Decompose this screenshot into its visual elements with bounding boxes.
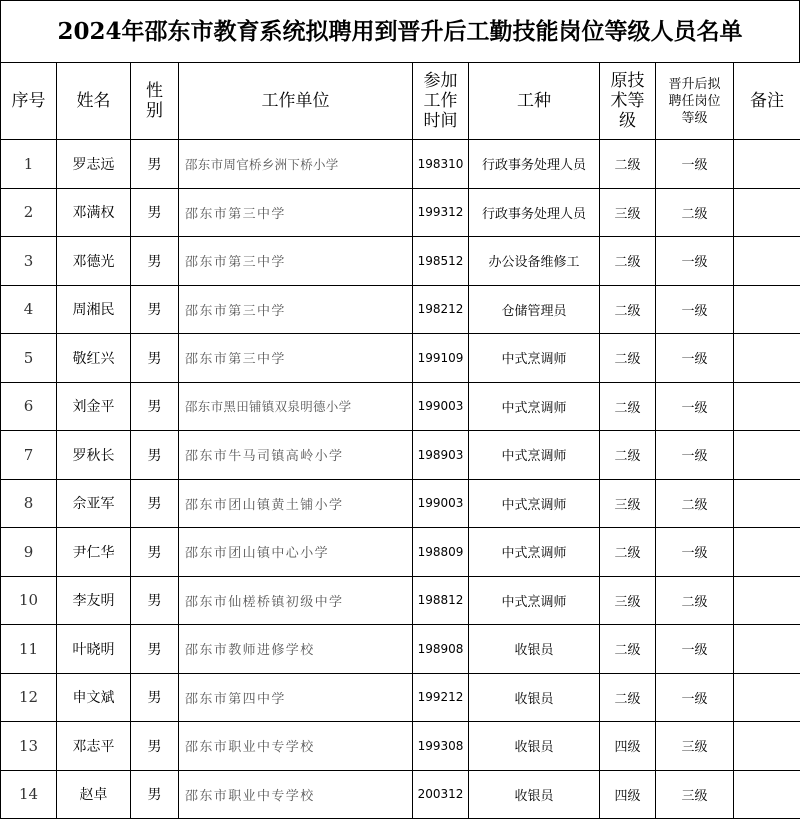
cell-note [734,334,800,383]
header-job: 工种 [469,63,600,140]
cell-sex: 男 [131,140,179,189]
table-row [1,140,800,189]
cell-unit: 邵东市职业中专学校 [179,770,413,819]
cell-note [734,285,800,334]
cell-note [734,673,800,722]
cell-new-level: 一级 [656,673,734,722]
cell-name: 周湘民 [57,285,131,334]
cell-note [734,479,800,528]
cell-new-level: 一级 [656,382,734,431]
cell-no: 1 [1,140,57,189]
cell-unit: 邵东市职业中专学校 [179,722,413,771]
cell-no: 14 [1,770,57,819]
table-row [1,576,800,625]
cell-note [734,528,800,577]
cell-job: 中式烹调师 [469,382,600,431]
cell-note [734,431,800,480]
cell-old-level: 二级 [600,528,656,577]
cell-old-level: 二级 [600,625,656,674]
cell-note [734,770,800,819]
cell-new-level: 二级 [656,576,734,625]
cell-sex: 男 [131,479,179,528]
cell-no: 4 [1,285,57,334]
cell-sex: 男 [131,528,179,577]
cell-job: 中式烹调师 [469,334,600,383]
cell-date: 199109 [413,334,469,383]
cell-date: 198903 [413,431,469,480]
cell-old-level: 二级 [600,673,656,722]
cell-job: 收银员 [469,673,600,722]
cell-name: 申文斌 [57,673,131,722]
cell-date: 199308 [413,722,469,771]
cell-unit: 邵东市团山镇黄土铺小学 [179,479,413,528]
cell-unit: 邵东市仙槎桥镇初级中学 [179,576,413,625]
cell-name: 叶晓明 [57,625,131,674]
cell-note [734,576,800,625]
cell-no: 7 [1,431,57,480]
cell-date: 199312 [413,188,469,237]
cell-date: 198310 [413,140,469,189]
cell-new-level: 一级 [656,625,734,674]
cell-sex: 男 [131,431,179,480]
cell-job: 收银员 [469,722,600,771]
cell-note [734,382,800,431]
cell-date: 199212 [413,673,469,722]
cell-new-level: 一级 [656,237,734,286]
table-row [1,334,800,383]
table-row [1,673,800,722]
cell-date: 200312 [413,770,469,819]
cell-new-level: 三级 [656,770,734,819]
cell-no: 8 [1,479,57,528]
cell-old-level: 二级 [600,382,656,431]
cell-no: 11 [1,625,57,674]
cell-name: 刘金平 [57,382,131,431]
cell-job: 中式烹调师 [469,431,600,480]
cell-date: 199003 [413,479,469,528]
table-row [1,625,800,674]
cell-sex: 男 [131,770,179,819]
table-row [1,722,800,771]
table-row [1,770,800,819]
table-body [1,140,800,819]
cell-new-level: 一级 [656,285,734,334]
header-name: 姓名 [57,63,131,140]
cell-date: 198812 [413,576,469,625]
cell-old-level: 四级 [600,770,656,819]
table-row [1,431,800,480]
cell-name: 罗秋长 [57,431,131,480]
cell-unit: 邵东市周官桥乡洲下桥小学 [179,140,413,189]
cell-date: 198908 [413,625,469,674]
cell-unit: 邵东市黑田铺镇双泉明德小学 [179,382,413,431]
table-row [1,528,800,577]
cell-name: 邓德光 [57,237,131,286]
cell-sex: 男 [131,625,179,674]
cell-new-level: 一级 [656,334,734,383]
header-no: 序号 [1,63,57,140]
cell-old-level: 二级 [600,140,656,189]
cell-new-level: 二级 [656,188,734,237]
cell-unit: 邵东市第三中学 [179,188,413,237]
table-row [1,188,800,237]
cell-unit: 邵东市第三中学 [179,237,413,286]
header-date: 参加工作时间 [413,63,469,140]
cell-old-level: 三级 [600,188,656,237]
header-old-level: 原技术等级 [600,63,656,140]
table-row [1,382,800,431]
table-row [1,479,800,528]
cell-no: 9 [1,528,57,577]
cell-new-level: 一级 [656,528,734,577]
cell-job: 仓储管理员 [469,285,600,334]
cell-name: 赵卓 [57,770,131,819]
cell-sex: 男 [131,188,179,237]
header-note: 备注 [734,63,800,140]
cell-new-level: 一级 [656,431,734,480]
cell-note [734,140,800,189]
cell-sex: 男 [131,382,179,431]
header-unit: 工作单位 [179,63,413,140]
cell-note [734,188,800,237]
cell-old-level: 三级 [600,576,656,625]
cell-sex: 男 [131,237,179,286]
cell-job: 中式烹调师 [469,479,600,528]
cell-note [734,722,800,771]
cell-name: 尹仁华 [57,528,131,577]
cell-sex: 男 [131,722,179,771]
cell-old-level: 四级 [600,722,656,771]
cell-new-level: 二级 [656,479,734,528]
cell-date: 199003 [413,382,469,431]
cell-name: 邓满权 [57,188,131,237]
cell-unit: 邵东市团山镇中心小学 [179,528,413,577]
cell-old-level: 二级 [600,431,656,480]
cell-note [734,237,800,286]
cell-job: 行政事务处理人员 [469,140,600,189]
table-row [1,237,800,286]
cell-name: 罗志远 [57,140,131,189]
cell-note [734,625,800,674]
cell-sex: 男 [131,673,179,722]
cell-old-level: 二级 [600,237,656,286]
cell-unit: 邵东市牛马司镇高岭小学 [179,431,413,480]
cell-sex: 男 [131,285,179,334]
cell-old-level: 二级 [600,285,656,334]
cell-no: 2 [1,188,57,237]
cell-name: 李友明 [57,576,131,625]
cell-job: 收银员 [469,625,600,674]
cell-job: 办公设备维修工 [469,237,600,286]
cell-date: 198212 [413,285,469,334]
cell-new-level: 一级 [656,140,734,189]
cell-new-level: 三级 [656,722,734,771]
cell-job: 收银员 [469,770,600,819]
cell-unit: 邵东市第三中学 [179,285,413,334]
cell-name: 敬红兴 [57,334,131,383]
cell-job: 中式烹调师 [469,528,600,577]
cell-no: 6 [1,382,57,431]
cell-no: 13 [1,722,57,771]
cell-date: 198809 [413,528,469,577]
cell-no: 5 [1,334,57,383]
cell-job: 中式烹调师 [469,576,600,625]
cell-sex: 男 [131,334,179,383]
cell-no: 12 [1,673,57,722]
cell-unit: 邵东市第三中学 [179,334,413,383]
cell-sex: 男 [131,576,179,625]
cell-old-level: 三级 [600,479,656,528]
personnel-table [0,62,800,819]
cell-unit: 邵东市教师进修学校 [179,625,413,674]
cell-name: 佘亚军 [57,479,131,528]
table-row [1,285,800,334]
cell-old-level: 二级 [600,334,656,383]
cell-date: 198512 [413,237,469,286]
cell-job: 行政事务处理人员 [469,188,600,237]
cell-no: 10 [1,576,57,625]
page-title: 2024年邵东市教育系统拟聘用到晋升后工勤技能岗位等级人员名单 [0,0,800,62]
header-new-level: 晋升后拟聘任岗位等级 [656,63,734,140]
header-row [1,63,800,140]
cell-no: 3 [1,237,57,286]
cell-name: 邓志平 [57,722,131,771]
header-sex: 性别 [131,63,179,140]
cell-unit: 邵东市第四中学 [179,673,413,722]
